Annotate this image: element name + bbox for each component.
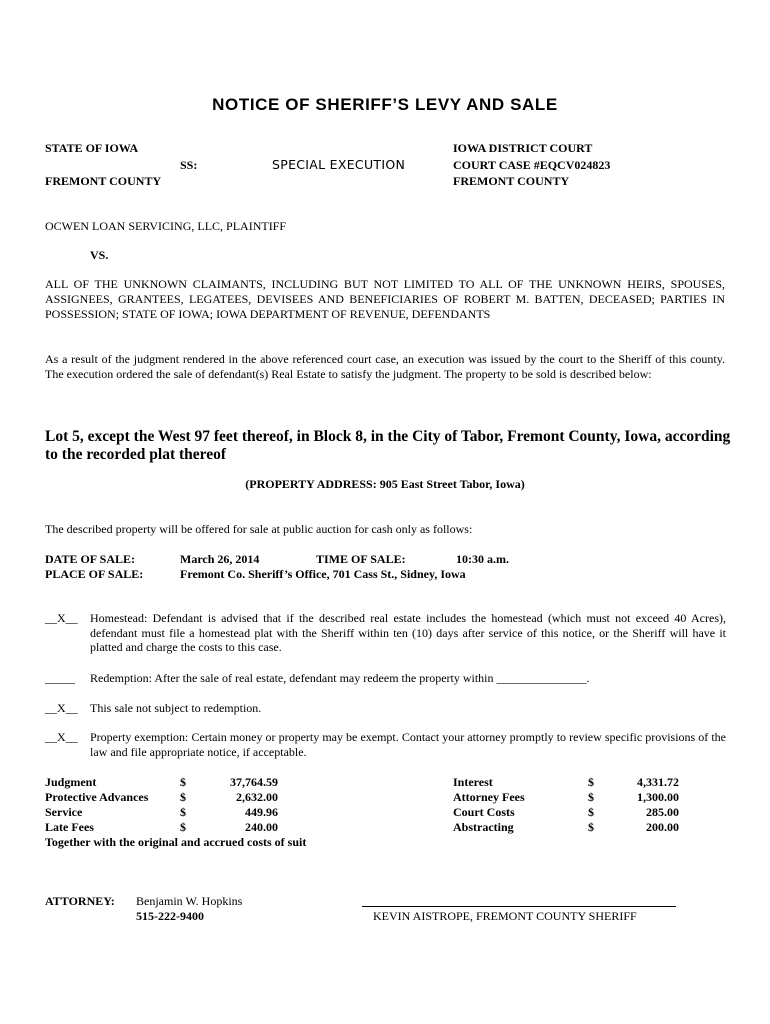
protective-advances-label: Protective Advances [45,790,149,804]
late-fees-amount: 240.00 [245,820,278,834]
redemption-text: Redemption: After the sale of real estate, defendant may redeem the property within _______________. [90,671,590,685]
interest-currency: $ [588,775,594,789]
date-of-sale-label: DATE OF SALE: [45,552,136,566]
attorney-fees-amount: 1,300.00 [637,790,679,804]
homestead-mark: __X__ [45,611,78,625]
judgment-currency: $ [180,775,186,789]
court-county: FREMONT COUNTY [453,174,570,188]
attorney-name: Benjamin W. Hopkins [136,894,243,908]
abstracting-currency: $ [588,820,594,834]
intro-paragraph: As a result of the judgment rendered in the above referenced court case, an execution was issued by the court to the Sheriff of this county. The execution ordered the sale of defendant(s) Real Estate to satisfy the judgment. The property to be sold is described below: [45,352,725,381]
interest-amount: 4,331.72 [637,775,679,789]
court-name: IOWA DISTRICT COURT [453,141,593,155]
service-label: Service [45,805,83,819]
sheriff-name: KEVIN AISTROPE, FREMONT COUNTY SHERIFF [373,909,637,923]
special-execution-label: SPECIAL EXECUTION [272,157,406,172]
no-redemption-text: This sale not subject to redemption. [90,701,262,715]
ss-label: SS: [180,158,198,172]
judgment-amount: 37,764.59 [230,775,278,789]
service-currency: $ [180,805,186,819]
costs-note: Together with the original and accrued costs of suit [45,835,307,849]
page-title: NOTICE OF SHERIFF’S LEVY AND SALE [212,95,558,114]
no-redemption-mark: __X__ [45,701,78,715]
late-fees-label: Late Fees [45,820,94,834]
interest-label: Interest [453,775,493,789]
judgment-label: Judgment [45,775,97,789]
protective-advances-currency: $ [180,790,186,804]
sheriff-signature-line [362,906,676,907]
versus: VS. [90,248,109,262]
auction-text: The described property will be offered for sale at public auction for cash only as follows: [45,522,473,536]
property-address: (PROPERTY ADDRESS: 905 East Street Tabor, Iowa) [245,477,525,491]
redemption-mark: _____ [45,671,75,685]
attorney-fees-label: Attorney Fees [453,790,525,804]
attorney-phone: 515-222-9400 [136,909,204,923]
time-of-sale: 10:30 a.m. [456,552,509,566]
time-of-sale-label: TIME OF SALE: [316,552,406,566]
court-costs-currency: $ [588,805,594,819]
place-of-sale: Fremont Co. Sheriff’s Office, 701 Cass St., Sidney, Iowa [180,567,466,581]
attorney-fees-currency: $ [588,790,594,804]
court-case-number: COURT CASE #EQCV024823 [453,158,611,172]
abstracting-amount: 200.00 [646,820,679,834]
late-fees-currency: $ [180,820,186,834]
state-label: STATE OF IOWA [45,141,139,155]
plaintiff: OCWEN LOAN SERVICING, LLC, PLAINTIFF [45,219,287,233]
place-of-sale-label: PLACE OF SALE: [45,567,144,581]
abstracting-label: Abstracting [453,820,514,834]
exemption-text: Property exemption: Certain money or property may be exempt. Contact your attorney promptly to review specific provisions of the law and file appropriate notice, if acceptable. [90,730,726,759]
court-costs-amount: 285.00 [646,805,679,819]
defendants: ALL OF THE UNKNOWN CLAIMANTS, INCLUDING BUT NOT LIMITED TO ALL OF THE UNKNOWN HEIRS, SPOUSES, ASSIGNEES, GRANTEES, LEGATEES, DEVISEES AND BENEFICIARIES OF ROBERT M. BATTEN, DECEASED; PARTIES IN POSSESSION; STATE OF IOWA; IOWA DEPARTMENT OF REVENUE, DEFENDANTS [45,277,725,321]
homestead-text: Homestead: Defendant is advised that if the described real estate includes the homestead (which must not exceed 40 Acres), defendant must file a homestead plat with the Sheriff within ten (10) days after service of this notice, or the Sheriff will have it platted and charge the costs to this case. [90,611,726,654]
date-of-sale: March 26, 2014 [180,552,260,566]
service-amount: 449.96 [245,805,278,819]
legal-description: Lot 5, except the West 97 feet thereof, in Block 8, in the City of Tabor, Fremont County, Iowa, according to the recorded plat thereof [45,428,731,463]
protective-advances-amount: 2,632.00 [236,790,278,804]
attorney-label: ATTORNEY: [45,894,115,908]
court-costs-label: Court Costs [453,805,515,819]
exemption-mark: __X__ [45,730,78,744]
county-label: FREMONT COUNTY [45,174,162,188]
